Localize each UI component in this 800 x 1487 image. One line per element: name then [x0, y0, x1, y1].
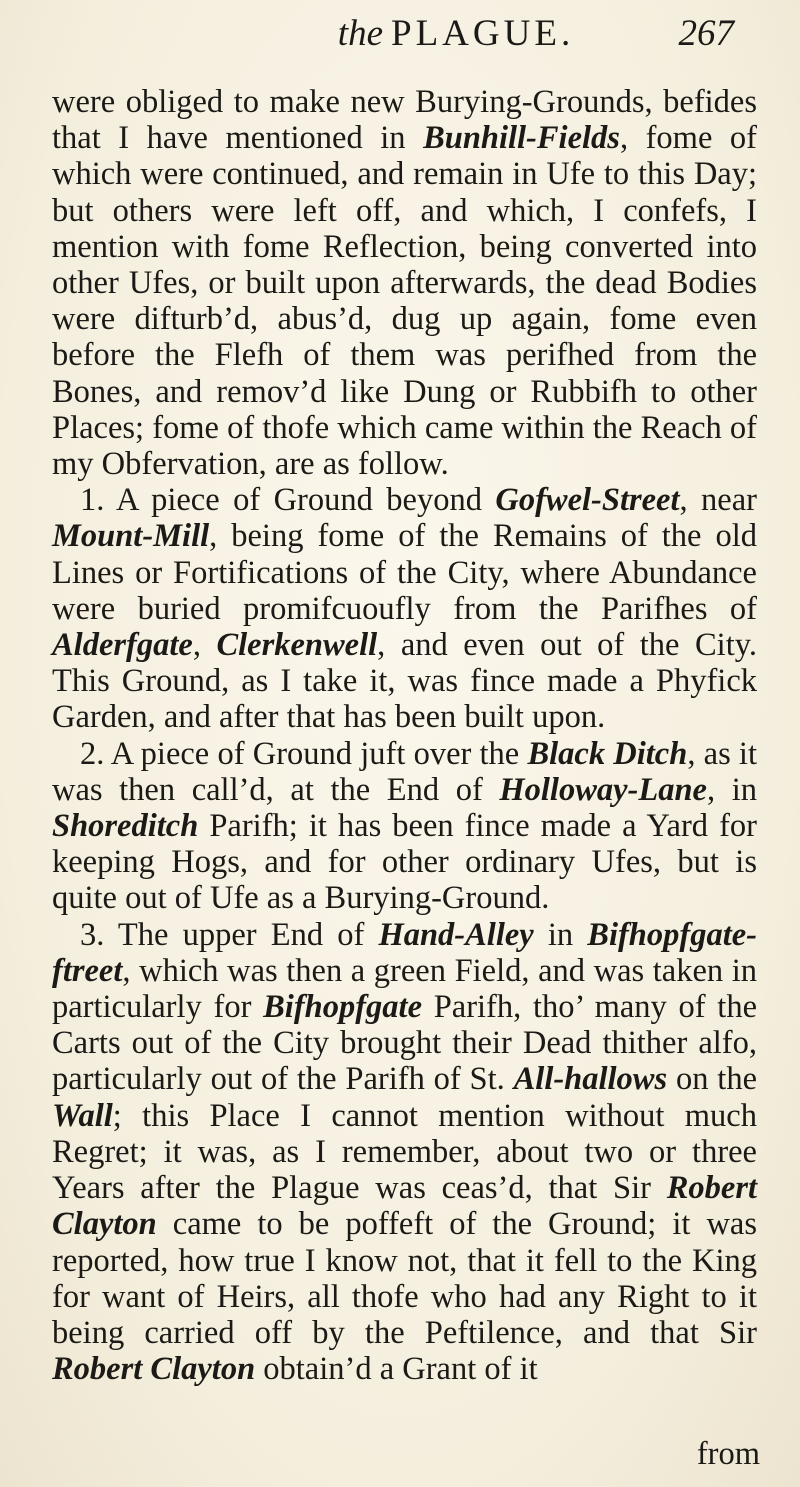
- italic-name: Clerkenwell: [216, 627, 378, 664]
- running-title-text: PLAGUE.: [391, 13, 575, 54]
- italic-name: Holloway-Lane: [499, 771, 707, 808]
- body-text: [52, 84, 757, 1387]
- italic-name: Black Ditch: [527, 735, 688, 772]
- italic-name: All-hallows: [513, 1061, 668, 1098]
- text-run: obtain’d a Grant of it: [255, 1351, 538, 1388]
- running-title: [246, 12, 666, 55]
- italic-name: Wall: [52, 1097, 113, 1134]
- italic-name: Robert Clayton: [52, 1170, 757, 1243]
- text-run: , in: [706, 771, 757, 808]
- italic-name: Bifhopfgate: [263, 989, 422, 1026]
- catchword: from: [696, 1436, 760, 1472]
- paragraph: [52, 84, 757, 482]
- italic-name: Mount-Mill: [52, 518, 210, 555]
- italic-name: Alderfgate: [52, 627, 193, 664]
- text-run: were obliged to make new Burying-Grounds, befides that I have mentioned in: [52, 84, 757, 157]
- paragraph: [52, 917, 757, 1388]
- text-run: 1. A piece of Ground beyond: [80, 482, 496, 519]
- text-run: , near: [679, 482, 757, 519]
- text-run: 3. The upper End of: [80, 916, 379, 953]
- italic-name: Robert Clayton: [52, 1351, 256, 1388]
- text-run: , fome of which were continued, and remain in Ufe to this Day; but others were left off, and which, I confefs, I mention with fome Reflection, being converted into other Ufes, or built upon afterwards, the dead Bodies were difturb’d, abus’d, dug up again, fome even before the Flefh of them was perifhed from the Bones, and remov’d like Dung or Rubbifh to other Places; fome of thofe which came within the Reach of my Obfervation, are as follow.: [52, 120, 757, 483]
- text-run: , which was then a green Field, and was taken in particularly for: [52, 952, 757, 1026]
- running-header: [0, 12, 800, 88]
- text-run: , and even out of the City. This Ground, as I take it, was fince made a Phyfick Garden, and after that has been built upon.: [52, 627, 758, 736]
- text-run: ,: [192, 627, 217, 664]
- text-run: came to be poffeft of the Ground; it was reported, how true I know not, that it fell to the King for want of Heirs, all thofe who had any Right to it being carried off by the Peftilence, and that Sir: [52, 1206, 757, 1351]
- paragraph: [52, 482, 757, 735]
- italic-name: Hand-Alley: [378, 916, 534, 953]
- text-run: , as it was then call’d, at the End of: [52, 735, 757, 808]
- page-number: 267: [678, 13, 734, 54]
- italic-name: Bifhopfgate-ftreet: [52, 916, 757, 989]
- italic-name: Shoreditch: [52, 808, 199, 845]
- text-run: 2. A piece of Ground juft over the: [80, 735, 528, 772]
- text-run: in: [533, 916, 588, 953]
- text-run: on the: [667, 1061, 757, 1098]
- text-run: , being fome of the Remains of the old Lines or Fortifications of the City, where Abundance were buried promifcuoufly from the Parifhes of: [52, 518, 757, 627]
- italic-name: Gofwel-Street: [495, 482, 680, 519]
- running-title-article: the: [337, 13, 383, 54]
- text-run: ; this Place I cannot mention without much Regret; it was, as I remember, about two or three Years after the Plague was ceas’d, that Sir: [52, 1097, 757, 1207]
- text-run: Parifh, tho’ many of the Carts out of the City brought their Dead thither alfo, particularly out of the Parifh of St.: [52, 989, 757, 1098]
- italic-name: Bunhill-Fields: [423, 120, 620, 157]
- text-run: Parifh; it has been fince made a Yard for keeping Hogs, and for other ordinary Ufes, but is quite out of Ufe as a Burying-Ground.: [52, 808, 757, 917]
- paragraph: [52, 736, 757, 917]
